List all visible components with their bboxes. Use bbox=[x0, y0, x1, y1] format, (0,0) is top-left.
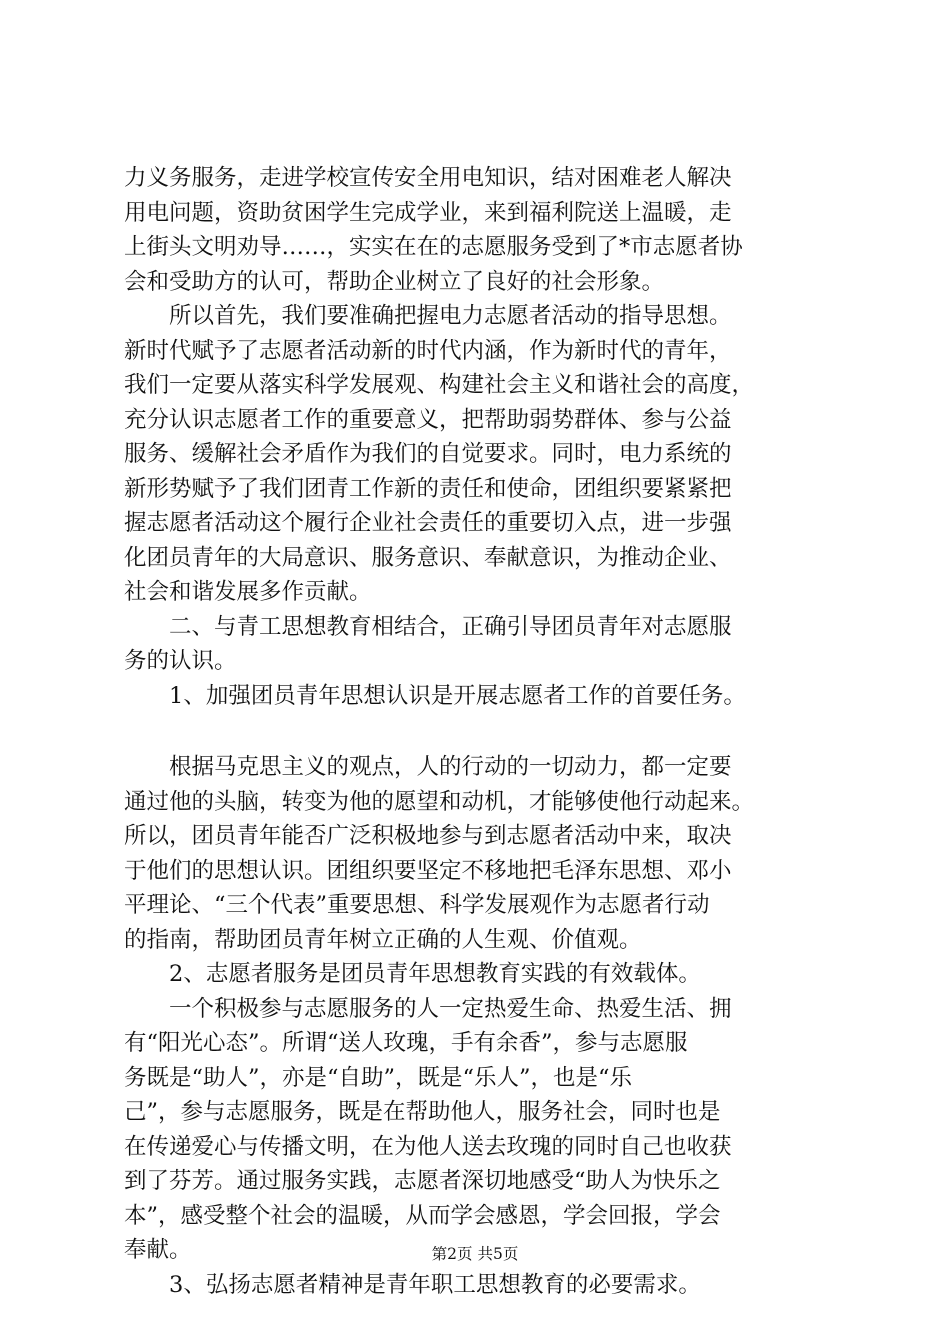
text-line: 的指南，帮助团员青年树立正确的人生观、价值观。 bbox=[124, 926, 642, 953]
text-line: 力义务服务，走进学校宣传安全用电知识，结对困难老人解决 bbox=[124, 165, 732, 191]
text-line: 根据马克思主义的观点，人的行动的一切动力，都一定要 bbox=[124, 754, 732, 780]
text-line: 会和受助方的认可，帮助企业树立了良好的社会形象。 bbox=[124, 268, 665, 295]
document-body bbox=[124, 161, 824, 1302]
text-line: 所以，团员青年能否广泛积极地参与到志愿者活动中来，取决 bbox=[124, 823, 732, 849]
text-line: 上街头文明劝导……，实实在在的志愿服务受到了*市志愿者协 bbox=[124, 234, 743, 260]
text-line: 服务、缓解社会矛盾作为我们的自觉要求。同时，电力系统的 bbox=[124, 441, 732, 467]
subsection-heading: 2、志愿者服务是团员青年思想教育实践的有效载体。 bbox=[124, 961, 701, 987]
text-line: 本”，感受整个社会的温暖，从而学会感恩，学会回报，学会 bbox=[124, 1202, 721, 1229]
section-heading: 务的认识。 bbox=[124, 648, 237, 674]
subsection-heading: 1、加强团员青年思想认识是开展志愿者工作的首要任务。 bbox=[124, 682, 746, 709]
text-line: 奉献。 bbox=[124, 1237, 192, 1263]
text-line: 一个积极参与志愿服务的人一定热爱生命、热爱生活、拥 bbox=[124, 995, 732, 1022]
text-line: 所以首先，我们要准确把握电力志愿者活动的指导思想。 bbox=[124, 303, 732, 329]
text-line: 于他们的思想认识。团组织要坚定不移地把毛泽东思想、邓小 bbox=[124, 857, 732, 884]
text-line: 己”，参与志愿服务，既是在帮助他人，服务社会，同时也是 bbox=[124, 1099, 721, 1125]
text-line: 用电问题，资助贫困学生完成学业，来到福利院送上温暖，走 bbox=[124, 199, 732, 226]
blank-line bbox=[124, 713, 824, 750]
text-line: 有“阳光心态”。所谓“送人玫瑰，手有余香”，参与志愿服 bbox=[124, 1030, 688, 1056]
page-number-footer: 第2页 共5页 bbox=[431, 1245, 519, 1263]
text-line: 我们一定要从落实科学发展观、构建社会主义和谐社会的高度， bbox=[124, 372, 755, 398]
text-line: 新时代赋予了志愿者活动新的时代内涵，作为新时代的青年， bbox=[124, 337, 732, 364]
text-line: 通过他的头脑，转变为他的愿望和动机，才能够使他行动起来。 bbox=[124, 788, 755, 815]
text-line: 新形势赋予了我们团青工作新的责任和使命，团组织要紧紧把 bbox=[124, 475, 732, 502]
text-line: 务既是“助人”，亦是“自助”，既是“乐人”，也是“乐 bbox=[124, 1064, 633, 1091]
text-line: 到了芬芳。通过服务实践，志愿者深切地感受“助人为快乐之 bbox=[124, 1168, 721, 1194]
text-line: 握志愿者活动这个履行企业社会责任的重要切入点，进一步强 bbox=[124, 510, 732, 536]
text-line: 充分认识志愿者工作的重要意义，把帮助弱势群体、参与公益 bbox=[124, 406, 732, 433]
section-heading: 二、与青工思想教育相结合，正确引导团员青年对志愿服 bbox=[124, 613, 732, 640]
text-line: 平理论、“三个代表”重要思想、科学发展观作为志愿者行动 bbox=[124, 892, 710, 918]
text-line: 化团员青年的大局意识、服务意识、奉献意识，为推动企业、 bbox=[124, 544, 732, 571]
subsection-heading: 3、弘扬志愿者精神是青年职工思想教育的必要需求。 bbox=[124, 1271, 701, 1298]
text-line: 在传递爱心与传播文明，在为他人送去玫瑰的同时自己也收获 bbox=[124, 1133, 732, 1160]
text-line: 社会和谐发展多作贡献。 bbox=[124, 579, 372, 605]
